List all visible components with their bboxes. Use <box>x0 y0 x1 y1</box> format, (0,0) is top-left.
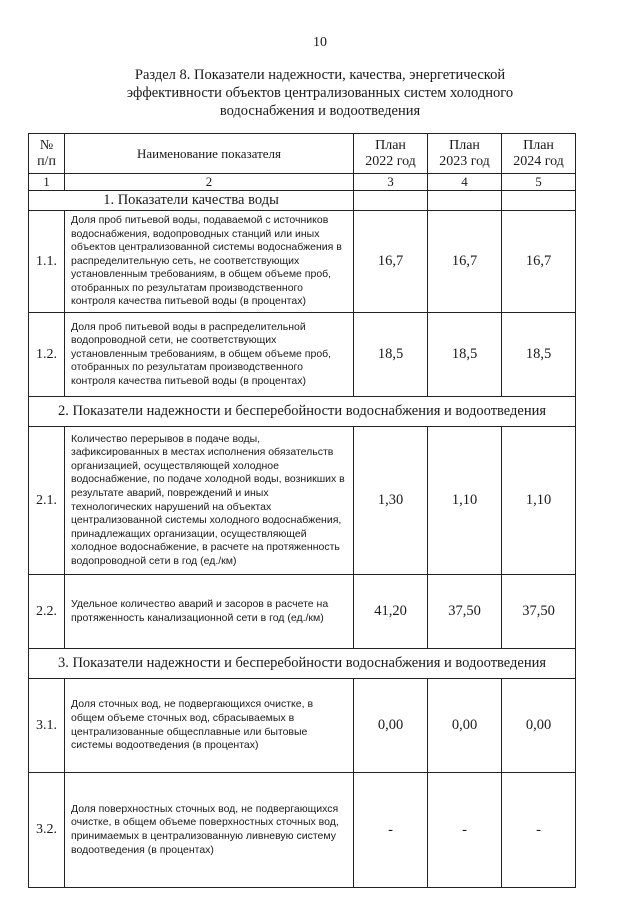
plan-2024-value: - <box>502 773 576 888</box>
header-row <box>29 134 576 174</box>
header-plan-2024: План 2024 год <box>502 134 576 174</box>
section-title <box>90 66 550 120</box>
indicator-description: Доля поверхностных сточных вод, не подвергающихся очистке, в общем объеме поверхностных сточных вод, принимаемых в централизованную ливневую систему водоотведения (в процентах) <box>65 773 354 888</box>
section-title-line: эффективности объектов централизованных систем холодного <box>126 85 514 101</box>
row-number: 2.1. <box>29 427 65 575</box>
column-number: 5 <box>502 174 576 191</box>
plan-2022-value: 16,7 <box>354 211 428 313</box>
header-plan-2022: План 2022 год <box>354 134 428 174</box>
plan-2024-value: 37,50 <box>502 575 576 649</box>
section-heading: 1. Показатели качества воды <box>29 191 354 211</box>
table-row <box>29 313 576 397</box>
plan-2024-value: 16,7 <box>502 211 576 313</box>
row-number: 1.2. <box>29 313 65 397</box>
indicator-description: Доля проб питьевой воды в распределительной водопроводной сети, не соответствующих установленным требованиям, в общем объеме проб, отобранных по результатам производственного контроля качества питьевой воды (в процентах) <box>65 313 354 397</box>
row-number: 3.2. <box>29 773 65 888</box>
plan-2023-value: 18,5 <box>428 313 502 397</box>
section-heading: 2. Показатели надежности и бесперебойности водоснабжения и водоотведения <box>29 397 576 427</box>
column-number: 2 <box>65 174 354 191</box>
plan-2022-value: 1,30 <box>354 427 428 575</box>
plan-2023-value: 37,50 <box>428 575 502 649</box>
plan-2023-value: 16,7 <box>428 211 502 313</box>
plan-2023-value: - <box>428 773 502 888</box>
plan-2024-value: 18,5 <box>502 313 576 397</box>
page-number: 10 <box>313 35 327 50</box>
section-header-row <box>29 649 576 679</box>
plan-2023-value: 0,00 <box>428 679 502 773</box>
indicators-table <box>28 133 576 888</box>
column-number: 3 <box>354 174 428 191</box>
row-number: 3.1. <box>29 679 65 773</box>
plan-2022-value: 0,00 <box>354 679 428 773</box>
section-header-row <box>29 397 576 427</box>
indicator-description: Удельное количество аварий и засоров в расчете на протяженность канализационной сети в год (ед./км) <box>65 575 354 649</box>
header-name: Наименование показателя <box>65 134 354 174</box>
indicator-description: Доля проб питьевой воды, подаваемой с источников водоснабжения, водопроводных станций или иных объектов централизованной системы водоснабжения в распределительную сеть, не соответствующих установленным требованиям, в общем объеме проб, отобранных по результатам производственного контроля качества питьевой воды (в процентах) <box>65 211 354 313</box>
table-row <box>29 679 576 773</box>
section-heading: 3. Показатели надежности и бесперебойности водоснабжения и водоотведения <box>29 649 576 679</box>
plan-2022-value: 18,5 <box>354 313 428 397</box>
column-number: 1 <box>29 174 65 191</box>
header-num: № п/п <box>29 134 65 174</box>
plan-2023-value: 1,10 <box>428 427 502 575</box>
plan-2022-value: 41,20 <box>354 575 428 649</box>
section-title-line: Раздел 8. Показатели надежности, качества, энергетической <box>134 67 506 83</box>
row-number: 2.2. <box>29 575 65 649</box>
section-title-line: водоснабжения и водоотведения <box>219 103 421 119</box>
plan-2024-value: 0,00 <box>502 679 576 773</box>
table-row <box>29 427 576 575</box>
indicator-description: Количество перерывов в подаче воды, зафиксированных в местах исполнения обязательств организацией, осуществляющей холодное водоснабжение, по подаче холодной воды, возникших в результате аварий, повреждений и иных технологических нарушений на объектах централизованной системы холодного водоснабжения, принадлежащих организации, осуществляющей холодное водоснабжение, в расчете на протяженность водопроводной сети в год (ед./км) <box>65 427 354 575</box>
plan-2024-value: 1,10 <box>502 427 576 575</box>
indicator-description: Доля сточных вод, не подвергающихся очистке, в общем объеме сточных вод, сбрасываемых в централизованные общесплавные или бытовые системы водоотведения (в процентах) <box>65 679 354 773</box>
plan-2022-value: - <box>354 773 428 888</box>
table-row <box>29 211 576 313</box>
row-number: 1.1. <box>29 211 65 313</box>
column-number-row <box>29 174 576 191</box>
column-number: 4 <box>428 174 502 191</box>
table-row <box>29 773 576 888</box>
table-row <box>29 575 576 649</box>
header-plan-2023: План 2023 год <box>428 134 502 174</box>
section-header-row <box>29 191 576 211</box>
